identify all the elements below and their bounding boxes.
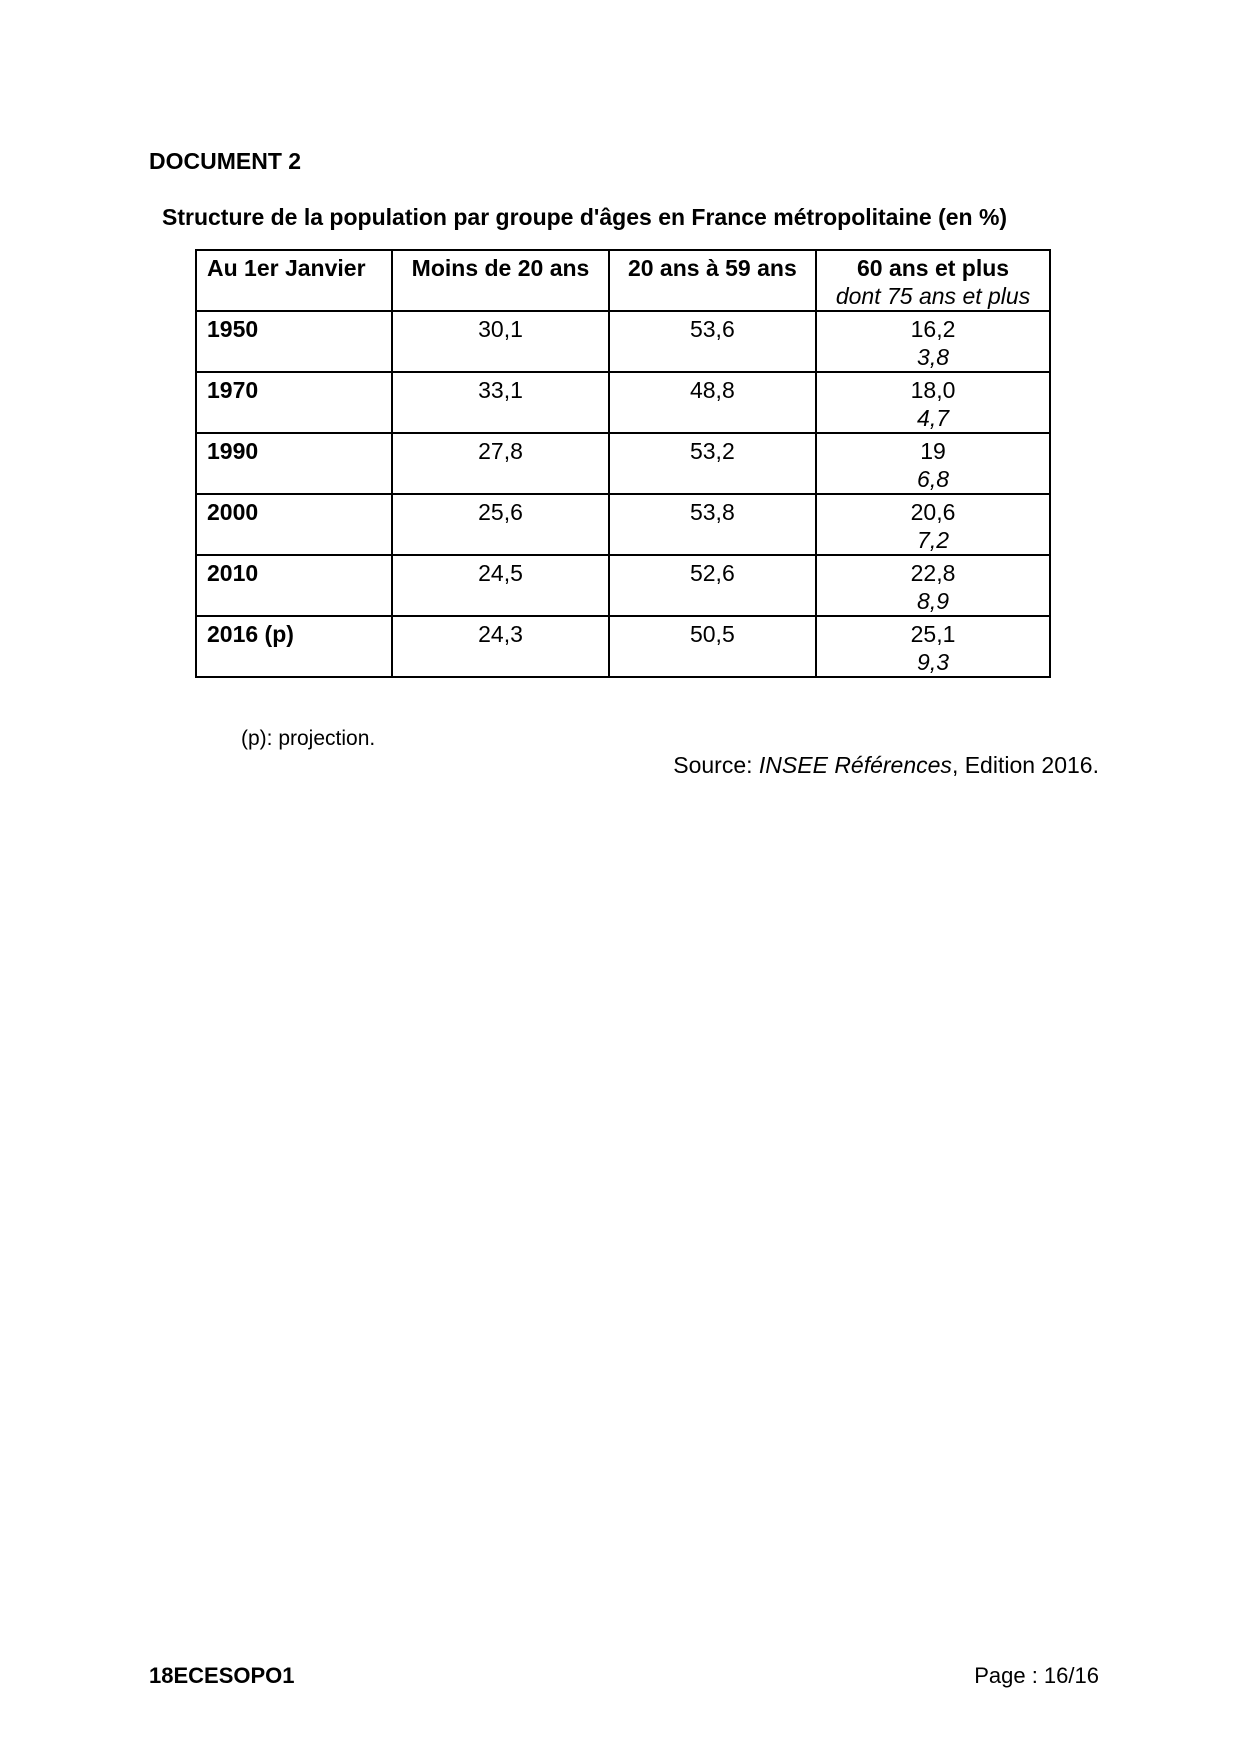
footer-code: 18ECESOPO1 xyxy=(149,1663,295,1688)
table-title: Structure de la population par groupe d'âges en France métropolitaine (en %) xyxy=(162,204,1008,230)
table-row xyxy=(196,372,1050,433)
cell-60-plus xyxy=(816,555,1050,616)
header-under-20: Moins de 20 ans xyxy=(392,250,608,311)
cell-20-59: 48,8 xyxy=(609,372,816,433)
value-75-plus: 8,9 xyxy=(917,588,950,614)
value-60-plus: 20,6 xyxy=(910,499,956,525)
value-60-plus: 16,2 xyxy=(910,316,956,342)
header-60-plus-label: 60 ans et plus xyxy=(856,255,1010,281)
cell-year: 1950 xyxy=(196,311,392,372)
table-header-row xyxy=(196,250,1050,311)
cell-under-20: 24,3 xyxy=(392,616,608,677)
value-60-plus: 25,1 xyxy=(910,621,956,647)
header-60-plus xyxy=(816,250,1050,311)
table-row xyxy=(196,555,1050,616)
table-row xyxy=(196,433,1050,494)
cell-under-20: 33,1 xyxy=(392,372,608,433)
cell-60-plus xyxy=(816,433,1050,494)
value-60-plus: 19 xyxy=(920,438,946,464)
table-row xyxy=(196,494,1050,555)
footer-page-number: Page : 16/16 xyxy=(974,1663,1099,1688)
cell-20-59: 52,6 xyxy=(609,555,816,616)
value-60-plus: 22,8 xyxy=(910,560,956,586)
source-prefix: Source: xyxy=(673,752,759,778)
cell-year: 2010 xyxy=(196,555,392,616)
value-75-plus: 9,3 xyxy=(917,649,950,675)
cell-60-plus xyxy=(816,494,1050,555)
cell-60-plus xyxy=(816,372,1050,433)
cell-year: 1990 xyxy=(196,433,392,494)
population-table xyxy=(195,249,1051,678)
cell-20-59: 53,2 xyxy=(609,433,816,494)
cell-60-plus xyxy=(816,616,1050,677)
source-line xyxy=(673,752,1099,779)
table-row xyxy=(196,616,1050,677)
cell-year: 2016 (p) xyxy=(196,616,392,677)
header-20-59: 20 ans à 59 ans xyxy=(609,250,816,311)
value-75-plus: 7,2 xyxy=(917,527,950,553)
cell-under-20: 24,5 xyxy=(392,555,608,616)
cell-under-20: 25,6 xyxy=(392,494,608,555)
source-suffix: , Edition 2016. xyxy=(951,752,1099,778)
cell-20-59: 53,8 xyxy=(609,494,816,555)
cell-under-20: 30,1 xyxy=(392,311,608,372)
cell-year: 1970 xyxy=(196,372,392,433)
value-75-plus: 6,8 xyxy=(917,466,950,492)
source-publication: INSEE Références xyxy=(758,752,952,778)
cell-60-plus xyxy=(816,311,1050,372)
header-75-plus-label: dont 75 ans et plus xyxy=(835,283,1031,309)
cell-under-20: 27,8 xyxy=(392,433,608,494)
value-75-plus: 3,8 xyxy=(917,344,950,370)
projection-note: (p): projection. xyxy=(241,727,376,750)
value-60-plus: 18,0 xyxy=(910,377,956,403)
document-label: DOCUMENT 2 xyxy=(149,148,302,174)
value-75-plus: 4,7 xyxy=(917,405,950,431)
table-row xyxy=(196,311,1050,372)
header-year: Au 1er Janvier xyxy=(196,250,392,311)
cell-year: 2000 xyxy=(196,494,392,555)
cell-20-59: 53,6 xyxy=(609,311,816,372)
cell-20-59: 50,5 xyxy=(609,616,816,677)
